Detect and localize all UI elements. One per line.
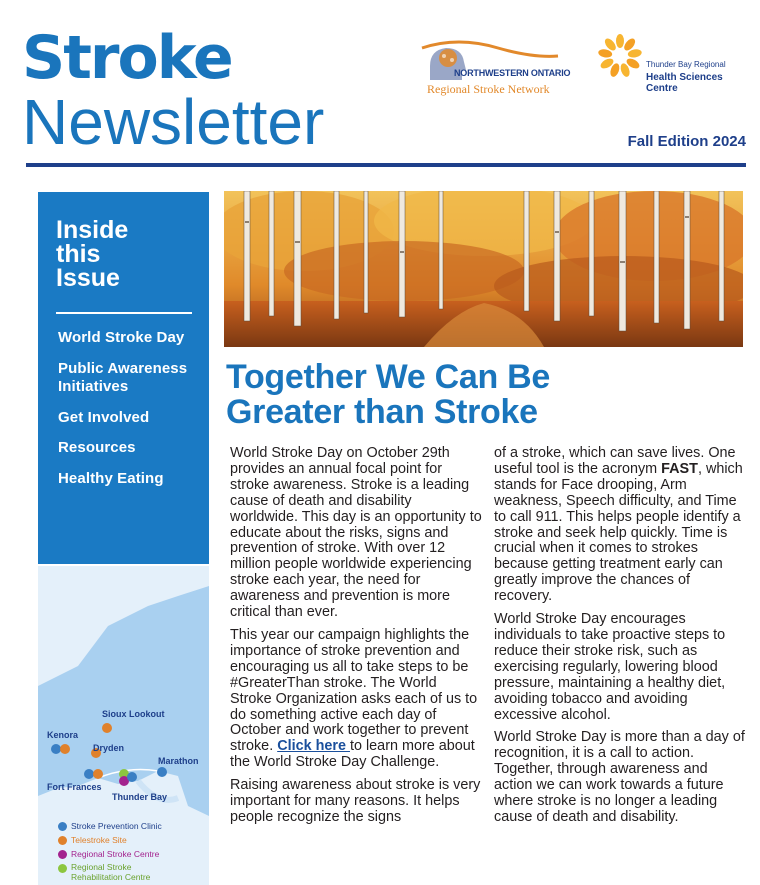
toc-item-healthy-eating[interactable]: Healthy Eating <box>58 469 164 487</box>
inside-this-issue-heading: Inside this Issue <box>56 216 129 292</box>
paragraph: Raising awareness about stroke is very important for many reasons. It helps people recognize the signs <box>230 777 481 825</box>
tbrhsc-logo-line2: Health Sciences Centre <box>646 72 723 94</box>
toc-item-resources[interactable]: Resources <box>58 439 136 456</box>
map-label-sioux-lookout: Sioux Lookout <box>102 709 165 719</box>
nwo-stroke-network-logo <box>418 36 578 102</box>
map-label-thunder-bay: Thunder Bay <box>112 792 168 802</box>
map-label-fort-frances: Fort Frances <box>47 782 102 792</box>
edition-label: Fall Edition 2024 <box>627 133 746 150</box>
sidebar-divider <box>56 312 192 314</box>
toc-item-get-involved[interactable]: Get Involved <box>58 408 150 426</box>
title-newsletter: Newsletter <box>22 86 325 158</box>
click-here-link[interactable]: Click here <box>277 738 350 755</box>
inside-this-issue-panel <box>38 192 209 564</box>
article-column-left <box>230 446 482 833</box>
paragraph: World Stroke Day encourages individuals to take proactive steps to reduce their stroke risk, such as exercising regularly, lowering blood pressure, maintaining a healthy diet, avoiding tobacco and avoiding excessive alcohol. <box>494 611 726 723</box>
paragraph: This year our campaign highlights the importance of stroke prevention and encouraging us all to take steps to be #GreaterThan stroke. The World Stroke Organization asks each of us to do something active each day of October and work together to prevent stroke. Click here to learn more about the World Stroke Day Challenge. <box>230 626 478 771</box>
title-stroke: Stroke <box>22 23 232 93</box>
article-column-right <box>494 446 746 833</box>
legend-dot <box>58 864 67 873</box>
regional-stroke-map: Sioux Lookout Kenora Dryden Marathon Fort Frances Thunder Bay Stroke Prevention Clinic Telestroke Site Regional Stroke Centre Regional Stroke Rehabilitation Centre <box>38 566 209 885</box>
paragraph: World Stroke Day is more than a day of recognition, it is a call to action. Together, through awareness and action we can work towards a future where stroke is no longer a leading cause of death and disability. <box>494 729 745 825</box>
paragraph: World Stroke Day on October 29th provides an annual focal point for stroke awareness. Stroke is a leading cause of death and disability worldwide. This day is an opportunity to educate about the risks, signs and prevention of stroke. With over 12 million people worldwide experiencing stroke each year, the need for awareness and prevention is more critical than ever. <box>230 445 482 621</box>
autumn-forest-photo <box>224 191 743 347</box>
paragraph: of a stroke, which can save lives. One useful tool is the acronym FAST, which stands for Face drooping, Arm weakness, Speech difficulty, and Time to call 911. This helps people identify a stroke and seek help quickly. Time is crucial when it comes to strokes because getting treatment early can greatly improve the chances of recovery. <box>494 445 743 605</box>
legend-dot <box>58 836 67 845</box>
legend-dot <box>58 850 67 859</box>
nwo-logo-line1: NORTHWESTERN ONTARIO <box>454 68 571 78</box>
map-label-dryden: Dryden <box>93 743 125 753</box>
autumn-forest-image <box>224 191 743 347</box>
legend-dot <box>58 822 67 831</box>
article-headline: Together We Can Be Greater than Stroke <box>226 358 550 431</box>
toc-item-world-stroke-day[interactable]: World Stroke Day <box>58 329 185 346</box>
newsletter-title <box>22 23 325 158</box>
map-label-kenora: Kenora <box>47 730 79 740</box>
table-of-contents <box>58 329 198 500</box>
toc-item-public-awareness[interactable]: Public Awareness Initiatives <box>58 359 188 395</box>
sunburst-icon <box>598 32 644 82</box>
map-label-marathon: Marathon <box>158 756 199 766</box>
masthead-divider <box>26 163 746 167</box>
nwo-logo-line2: Regional Stroke Network <box>427 82 550 96</box>
fast-acronym: FAST <box>661 460 698 477</box>
tbrhsc-logo <box>598 32 748 98</box>
tbrhsc-logo-line1: Thunder Bay Regional <box>646 60 726 69</box>
